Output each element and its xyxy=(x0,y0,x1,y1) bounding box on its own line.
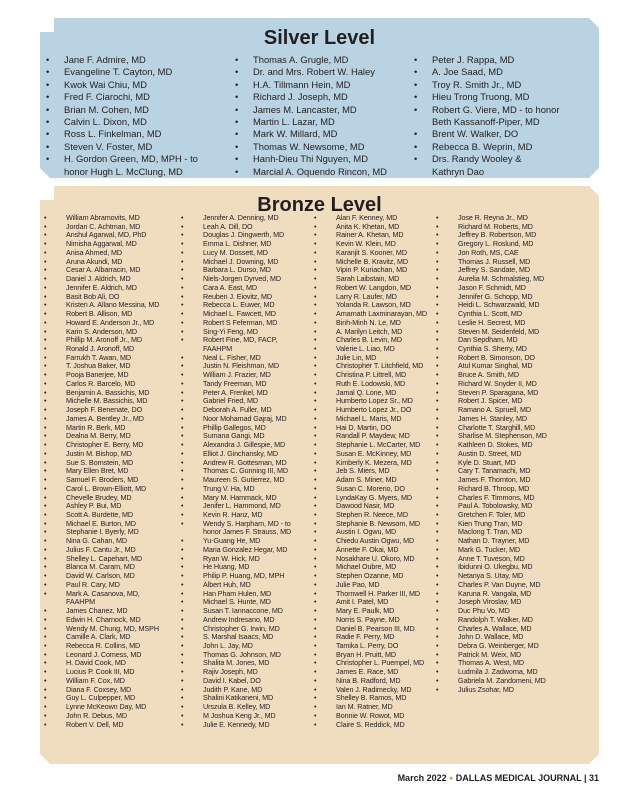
list-item: • James E. Race, MD xyxy=(310,668,427,677)
list-item: • Thomas C. Gunning III, MD xyxy=(177,467,291,476)
list-item: • Patrick M. Weix, MD xyxy=(432,651,547,660)
list-item: • Joseph F. Benenate, DO xyxy=(40,406,159,415)
list-item: • Robert Fine, MD, FACP, xyxy=(177,336,291,345)
bronze-column-2 xyxy=(177,214,291,729)
list-item: Beth Kassanoff-Piper, MD xyxy=(432,116,540,128)
list-item: • Duc Phu Vo, MD xyxy=(432,607,547,616)
list-item: • Ross L. Finkelman, MD xyxy=(44,128,198,140)
bronze-level-panel xyxy=(40,186,599,764)
list-item: • Ramano A. Spruell, MD xyxy=(432,406,547,415)
list-item: • Humberto Lopez Jr., DO xyxy=(310,406,427,415)
list-item: • Ashley P. Bui, MD xyxy=(40,502,159,511)
list-item: • H. Gordon Green, MD, MPH - to xyxy=(44,153,198,165)
list-item: • Susan E. McKinney, MD xyxy=(310,450,427,459)
list-item: • Kristen A. Allano Messina, MD xyxy=(40,301,159,310)
list-item: • Gabriela M. Zandomeni, MD xyxy=(432,677,547,686)
list-item: • Ludmila J. Zadworna, MD xyxy=(432,668,547,677)
list-item: • Robert J. Spicer, MD xyxy=(432,397,547,406)
list-item: • Charles B. Levin, MD xyxy=(310,336,427,345)
list-item: • Amit I. Patel, MD xyxy=(310,598,427,607)
list-item: honor Hugh L. McClung, MD xyxy=(64,165,183,177)
list-item: • Karanjit S. Kooner, MD xyxy=(310,249,427,258)
list-item: • Maria Gonzalez Hegar, MD xyxy=(177,546,291,555)
list-item: • Anita K. Khetan, MD xyxy=(310,223,427,232)
list-item: • Julius Zsohar, MD xyxy=(432,686,547,695)
list-item: • Debra G. Weinberger, MD xyxy=(432,642,547,651)
list-item: • Nimisha Aggarwal, MD xyxy=(40,240,159,249)
list-item: • Hai D. Martin, DO xyxy=(310,424,427,433)
silver-level-title: Silver Level xyxy=(263,27,376,49)
list-item: • Stephen R. Neece, MD xyxy=(310,511,427,520)
list-item: • Mark W. Millard, MD xyxy=(233,128,387,140)
list-item: • Michelle M. Bassichis, MD xyxy=(40,397,159,406)
list-item: • Valerie L. Liao, MD xyxy=(310,345,427,354)
list-item: • Annette F. Okai, MD xyxy=(310,546,427,555)
list-item: • Claire S. Reddick, MD xyxy=(310,721,427,730)
list-item: • Paul R. Cary, MD xyxy=(40,581,159,590)
list-item: • Cynthia L. Scott, MD xyxy=(432,310,547,319)
list-item: • Vipin P. Kuriachan, MD xyxy=(310,266,427,275)
list-item: • David W. Carlson, MD xyxy=(40,572,159,581)
list-item: • Robert W. Langdon, MD xyxy=(310,284,427,293)
list-item: • Robert V. Dell, MD xyxy=(40,721,159,730)
list-item: • Michelle B. Kravitz, MD xyxy=(310,258,427,267)
list-item: • Nosakhare U. Okoro, MD xyxy=(310,555,427,564)
list-item: • Peter J. Rappa, MD xyxy=(412,54,559,66)
list-item: • Robert B. Allison, MD xyxy=(40,310,159,319)
list-item: • Robert B. Simonson, DO xyxy=(432,354,547,363)
list-item: • Netanya S. Utay, MD xyxy=(432,572,547,581)
list-item: • Dealna M. Berry, MD xyxy=(40,432,159,441)
list-item: • Jane F. Admire, MD xyxy=(44,54,198,66)
list-item: • Richard J. Joseph, MD xyxy=(233,91,387,103)
list-item: • Leah A. Dill, DO xyxy=(177,223,291,232)
list-item: • Anshul Agarwal, MD, PhD xyxy=(40,231,159,240)
list-item: • Jeb S. Miers, MD xyxy=(310,467,427,476)
list-item: • Sue S. Bornstein, MD xyxy=(40,459,159,468)
list-item: • Nina B. Radford, MD xyxy=(310,677,427,686)
list-item: • Samuel F. Broders, MD xyxy=(40,476,159,485)
footer-page-number: 31 xyxy=(588,773,599,783)
list-item: • Julie Pao, MD xyxy=(310,581,427,590)
list-item: • Binh-Minh N. Le, MD xyxy=(310,319,427,328)
list-item: • Randolph T. Walker, MD xyxy=(432,616,547,625)
list-item: • Aurelia M. Schmalstieg, MD xyxy=(432,275,547,284)
list-item: • Cary T. Tanamachi, MD xyxy=(432,467,547,476)
list-item: • Rebecca R. Collins, MD xyxy=(40,642,159,651)
list-item: • H.A. Tillmann Hein, MD xyxy=(233,79,387,91)
list-item: • Elliot J. Ginchansky, MD xyxy=(177,450,291,459)
list-item: • Randall P. Maydew, MD xyxy=(310,432,427,441)
silver-column-2 xyxy=(233,54,387,178)
bronze-column-3 xyxy=(310,214,427,729)
list-item: • Trung V. Ha, MD xyxy=(177,485,291,494)
list-item: • Lucy M. Dossett, MD xyxy=(177,249,291,258)
list-item: • Humberto Lopez Sr., MD xyxy=(310,397,427,406)
list-item: • Alexandra J. Gillespie, MD xyxy=(177,441,291,450)
list-item: • Barbara L. Durso, MD xyxy=(177,266,291,275)
list-item: • Dan Sepdham, MD xyxy=(432,336,547,345)
list-item: • Charles A. Wallace, MD xyxy=(432,625,547,634)
list-item: • Sharlise M. Stephenson, MD xyxy=(432,432,547,441)
list-item: • Nina G. Cahan, MD xyxy=(40,537,159,546)
list-item: • Phillip Gallegos, MD xyxy=(177,424,291,433)
list-item: • Stephanie I. Byerly, MD xyxy=(40,528,159,537)
list-item: • Lucius P. Cook III, MD xyxy=(40,668,159,677)
list-item: • Heidi L. Schwarzwald, MD xyxy=(432,301,547,310)
list-item: • Austin I. Ogwu, MD xyxy=(310,528,427,537)
list-item: • Atul Kumar Singhal, MD xyxy=(432,362,547,371)
footer-divider: | xyxy=(583,773,587,783)
list-item: • T. Joshua Baker, MD xyxy=(40,362,159,371)
list-item: • Andrew Indresano, MD xyxy=(177,616,291,625)
corner-notch xyxy=(588,753,600,765)
list-item: FAAHPM xyxy=(66,597,95,607)
list-item: • Mark G. Tucker, MD xyxy=(432,546,547,555)
list-item: • Jordan C. Achtman, MD xyxy=(40,223,159,232)
list-item: • Howard E. Anderson Jr., MD xyxy=(40,319,159,328)
list-item: • Gretchen F. Toler, MD xyxy=(432,511,547,520)
list-item: • Nathan D. Trayner, MD xyxy=(432,537,547,546)
list-item: • Susan T. Iannaccone, MD xyxy=(177,607,291,616)
list-item: • Michael E. Burton, MD xyxy=(40,520,159,529)
list-item: • Drs. Randy Wooley & xyxy=(412,153,559,165)
list-item: • Charles F. Timmons, MD xyxy=(432,494,547,503)
list-item: Kathryn Dao xyxy=(432,165,485,177)
list-item: • Edwin H. Charnock, MD xyxy=(40,616,159,625)
list-item: • David I. Kabel, DO xyxy=(177,677,291,686)
list-item: • Hieu Trong Truong, MD xyxy=(412,91,559,103)
list-item: • Richard B. Throop, MD xyxy=(432,485,547,494)
list-item: • Justin N. Fleishman, MD xyxy=(177,362,291,371)
list-item: • H. David Cook, MD xyxy=(40,659,159,668)
list-item: • Michael S. Hunte, MD xyxy=(177,598,291,607)
list-item: • Rainer A. Khetan, MD xyxy=(310,231,427,240)
list-item: • Evangeline T. Cayton, MD xyxy=(44,66,198,78)
list-item: • Christopher T. Litchfield, MD xyxy=(310,362,427,371)
list-item: • Kwok Wai Chiu, MD xyxy=(44,79,198,91)
list-item: • Urszula B. Kelley, MD xyxy=(177,703,291,712)
list-item: • John R. Debus, MD xyxy=(40,712,159,721)
list-item: • Troy R. Smith Jr., MD xyxy=(412,79,559,91)
list-item: • Ruth E. Lodowski, MD xyxy=(310,380,427,389)
list-item: • Justin M. Bishop, MD xyxy=(40,450,159,459)
list-item: • Wendy S. Harpham, MD - to xyxy=(177,520,291,529)
list-item: • Daniel J. Aldrich, MD xyxy=(40,275,159,284)
list-item: • Thomas J. Russell, MD xyxy=(432,258,547,267)
list-item: • Amarnath Laxminarayan, MD xyxy=(310,310,427,319)
list-item: • M Joshua Keng Jr., MD xyxy=(177,712,291,721)
list-item: • Kevin W. Klein, MD xyxy=(310,240,427,249)
list-item: • Hanh-Dieu Thi Nguyen, MD xyxy=(233,153,387,165)
list-item: • Michael L. Maris, MD xyxy=(310,415,427,424)
list-item: • James M. Lancaster, MD xyxy=(233,104,387,116)
list-item: • Cynthia S. Sherry, MD xyxy=(432,345,547,354)
list-item: • Michael J. Downing, MD xyxy=(177,258,291,267)
list-item: • Charlotte T. Starghill, MD xyxy=(432,424,547,433)
list-item: • Alan F. Kenney, MD xyxy=(310,214,427,223)
list-item: • Deborah A. Fuller, MD xyxy=(177,406,291,415)
silver-column-3 xyxy=(412,54,559,178)
list-item: • Robert G. Viere, MD - to honor xyxy=(412,104,559,116)
list-item: • Julius F. Cantu Jr., MD xyxy=(40,546,159,555)
list-item: • Mary M. Hammack, MD xyxy=(177,494,291,503)
list-item: • Guy L. Culpepper, MD xyxy=(40,694,159,703)
list-item: • Thomas W. Newsome, MD xyxy=(233,141,387,153)
list-item: • Shelley B. Ramos, MD xyxy=(310,694,427,703)
footer-separator: • xyxy=(449,773,453,783)
list-item: • Maclong T. Tran, MD xyxy=(432,528,547,537)
list-item: • William Abramovits, MD xyxy=(40,214,159,223)
list-item: • James H. Stanley, MD xyxy=(432,415,547,424)
list-item: • John L. Jay, MD xyxy=(177,642,291,651)
list-item: • Jennifer A. Denning, MD xyxy=(177,214,291,223)
list-item: • Emma L. Dishner, MD xyxy=(177,240,291,249)
list-item: • Mary E. Paulk, MD xyxy=(310,607,427,616)
list-item: • Lynne McKeown Day, MD xyxy=(40,703,159,712)
list-item: • Mary Ellen Bret, MD xyxy=(40,467,159,476)
list-item: • Steven M. Seidenfeld, MD xyxy=(432,328,547,337)
list-item: • Karuna R. Vangala, MD xyxy=(432,590,547,599)
list-item: • Joseph Viroslav, MD xyxy=(432,598,547,607)
list-item: • Kevin R. Hanz, MD xyxy=(177,511,291,520)
list-item: • Stephanie L. McCarter, MD xyxy=(310,441,427,450)
list-item: • A. Joe Saad, MD xyxy=(412,66,559,78)
list-item: • Basit Bob Ali, DO xyxy=(40,293,159,302)
list-item: • Shelley L. Capehart, MD xyxy=(40,555,159,564)
bronze-level-title: Bronze Level xyxy=(257,194,382,216)
list-item: • LyndaKay G. Myers, MD xyxy=(310,494,427,503)
list-item: • Fred F. Ciarochi, MD xyxy=(44,91,198,103)
list-item: • S. Marshal Isaacs, MD xyxy=(177,633,291,642)
list-item: • Radie F. Perry, MD xyxy=(310,633,427,642)
list-item: • Jon Roth, MS, CAE xyxy=(432,249,547,258)
list-item: • Phillip M. Aronoff Jr., MD xyxy=(40,336,159,345)
list-item: • Chiedu Austin Ogwu, MD xyxy=(310,537,427,546)
list-item: • Jose R. Reyna Jr., MD xyxy=(432,214,547,223)
list-item: • Christopher L. Puempel, MD xyxy=(310,659,427,668)
list-item: • Steven V. Foster, MD xyxy=(44,141,198,153)
list-item: • Thomas G. Johnson, MD xyxy=(177,651,291,660)
list-item: • Stephen Ozanne, MD xyxy=(310,572,427,581)
list-item: • Ronald J. Aronoff, MD xyxy=(40,345,159,354)
list-item: • Blanca M. Caram, MD xyxy=(40,563,159,572)
list-item: • Kyle D. Stuart, MD xyxy=(432,459,547,468)
list-item: • Jeffrey S. Sandate, MD xyxy=(432,266,547,275)
list-item: • John D. Wallace, MD xyxy=(432,633,547,642)
list-item: • Cesar A. Albarracin, MD xyxy=(40,266,159,275)
list-item: • Maureen S. Gutierrez, MD xyxy=(177,476,291,485)
list-item: • Michael Oubre, MD xyxy=(310,563,427,572)
list-item: • Albert Huh, MD xyxy=(177,581,291,590)
list-item: • Shalini Katikaneni, MD xyxy=(177,694,291,703)
list-item: • Wendy M. Chung, MD, MSPH xyxy=(40,625,159,634)
list-item: • Sarah Laibstain, MD xyxy=(310,275,427,284)
list-item: • Michael L. Fawcett, MD xyxy=(177,310,291,319)
list-item: • Steven P. Sparagana, MD xyxy=(432,389,547,398)
list-item: • Sumana Gangi, MD xyxy=(177,432,291,441)
list-item: • Kathleen D. Stokes, MD xyxy=(432,441,547,450)
list-item: • Jenifer L. Hammond, MD xyxy=(177,502,291,511)
list-item: • Rajiv Joseph, MD xyxy=(177,668,291,677)
list-item: • Jason F. Schmidt, MD xyxy=(432,284,547,293)
list-item: • Leslie H. Secrest, MD xyxy=(432,319,547,328)
list-item: • Benjamin A. Bassichis, MD xyxy=(40,389,159,398)
list-item: • Christopher G. Irwin, MD xyxy=(177,625,291,634)
list-item: • Diana F. Coxsey, MD xyxy=(40,686,159,695)
list-item: • Ryan W. Hick, MD xyxy=(177,555,291,564)
list-item: • Stephanie B. Newsom, MD xyxy=(310,520,427,529)
corner-notch xyxy=(588,167,600,179)
list-item: • Anisa Ahmed, MD xyxy=(40,249,159,258)
list-item: • Valen J. Radimecky, MD xyxy=(310,686,427,695)
list-item: • Farrukh T. Awan, MD xyxy=(40,354,159,363)
list-item: • Carol L. Brown-Elliott, MD xyxy=(40,485,159,494)
footer-date: March 2022 xyxy=(397,773,447,783)
footer-journal-name: DALLAS MEDICAL JOURNAL xyxy=(455,773,582,783)
list-item: • Paul A. Tobolowsky, MD xyxy=(432,502,547,511)
list-item: • Thomas A. West, MD xyxy=(432,659,547,668)
list-item: • Neal L. Fisher, MD xyxy=(177,354,291,363)
list-item: • Gregory L. Roslund, MD xyxy=(432,240,547,249)
list-item: • Dawood Nasir, MD xyxy=(310,502,427,511)
list-item: • Jennifer E. Aldrich, MD xyxy=(40,284,159,293)
corner-notch xyxy=(39,753,51,765)
list-item: • Bryan H. Pruitt, MD xyxy=(310,651,427,660)
corner-notch xyxy=(39,185,51,197)
bronze-column-1 xyxy=(40,214,159,729)
list-item: • Charles P. Van Duyne, MD xyxy=(432,581,547,590)
list-item: • Tamika L. Perry, DO xyxy=(310,642,427,651)
list-item: • Richard M. Roberts, MD xyxy=(432,223,547,232)
list-item: • Scott A. Burdette, MD xyxy=(40,511,159,520)
list-item: • Jeffrey B. Robertson, MD xyxy=(432,231,547,240)
list-item: • Jamal Q. Lone, MD xyxy=(310,389,427,398)
list-item: • Peter A. Frenkel, MD xyxy=(177,389,291,398)
list-item: • Brian M. Cohen, MD xyxy=(44,104,198,116)
list-item: • Aruna Akundi, MD xyxy=(40,258,159,267)
list-item: • Reuben J. Eiovitz, MD xyxy=(177,293,291,302)
list-item: FAAHPM xyxy=(203,344,232,354)
list-item: • Cara A. East, MD xyxy=(177,284,291,293)
list-item: • James Chanez, MD xyxy=(40,607,159,616)
list-item: • William J. Frazier, MD xyxy=(177,371,291,380)
list-item: • Yolanda R. Lawson, MD xyxy=(310,301,427,310)
list-item: • James F. Thornton, MD xyxy=(432,476,547,485)
list-item: • Sing-Yi Feng, MD xyxy=(177,328,291,337)
list-item: • Norris S. Payne, MD xyxy=(310,616,427,625)
list-item: • Karin S. Anderson, MD xyxy=(40,328,159,337)
list-item: • Christopher E. Berry, MD xyxy=(40,441,159,450)
list-item: • Leonard J. Comess, MD xyxy=(40,651,159,660)
list-item: • Kimberly K. Mezera, MD xyxy=(310,459,427,468)
list-item: • Christina P. Littrell, MD xyxy=(310,371,427,380)
list-item: • Gabriel Fried, MD xyxy=(177,397,291,406)
list-item: • Bonnie W. Rowot, MD xyxy=(310,712,427,721)
list-item: • Martin L. Lazar, MD xyxy=(233,116,387,128)
list-item: • Judith P. Kane, MD xyxy=(177,686,291,695)
list-item: • Marcial A. Oquendo Rincon, MD xyxy=(233,166,387,178)
list-item: • Richard W. Snyder II, MD xyxy=(432,380,547,389)
bronze-column-4 xyxy=(432,214,547,694)
list-item: • Thomas A. Grugle, MD xyxy=(233,54,387,66)
list-item: • Yu-Guang He, MD xyxy=(177,537,291,546)
list-item: • Thornwell H. Parker III, MD xyxy=(310,590,427,599)
list-item: • Rebecca L. Euwer, MD xyxy=(177,301,291,310)
list-item: • Robert S Feferman, MD xyxy=(177,319,291,328)
list-item: • Martin R. Berk, MD xyxy=(40,424,159,433)
silver-level-panel xyxy=(40,18,599,178)
list-item: • Adam S. Miner, MD xyxy=(310,476,427,485)
list-item: • Niels-Jorgen Dyrved, MD xyxy=(177,275,291,284)
list-item: • Dr. and Mrs. Robert W. Haley xyxy=(233,66,387,78)
list-item: • Anne T. Tuveson, MD xyxy=(432,555,547,564)
list-item: • Carlos R. Barcelo, MD xyxy=(40,380,159,389)
list-item: • Jennifer G. Schopp, MD xyxy=(432,293,547,302)
silver-column-1 xyxy=(44,54,198,178)
list-item: • Ian M. Ratner, MD xyxy=(310,703,427,712)
list-item: • Tandy Freeman, MD xyxy=(177,380,291,389)
list-item: • Chevelle Brudey, MD xyxy=(40,494,159,503)
list-item: • Douglas J. Dingwerth, MD xyxy=(177,231,291,240)
list-item: • Noor Mohamad Gajraj, MD xyxy=(177,415,291,424)
list-item: • Daniel B. Pearson III, MD xyxy=(310,625,427,634)
list-item: • Julie E. Kennedy, MD xyxy=(177,721,291,730)
list-item: • Philip P. Huang, MD, MPH xyxy=(177,572,291,581)
list-item: • Larry R. Laufer, MD xyxy=(310,293,427,302)
list-item: • Calvin L. Dixon, MD xyxy=(44,116,198,128)
list-item: • Shalita M. Jones, MD xyxy=(177,659,291,668)
corner-notch xyxy=(39,17,51,29)
list-item: • Andrew R. Gottesman, MD xyxy=(177,459,291,468)
list-item: • He Huang, MD xyxy=(177,563,291,572)
list-item: • Austin D. Street, MD xyxy=(432,450,547,459)
list-item: • Pooja Banerjee, MD xyxy=(40,371,159,380)
list-item: honor James F. Strauss, MD xyxy=(203,527,292,537)
list-item: • Bruce A. Smith, MD xyxy=(432,371,547,380)
list-item: • A. Marilyn Leitch, MD xyxy=(310,328,427,337)
list-item: • Han Pham Hulen, MD xyxy=(177,590,291,599)
list-item: • Rebecca B. Weprin, MD xyxy=(412,141,559,153)
list-item: • William F. Cox, MD xyxy=(40,677,159,686)
list-item: • Ibidunni O. Ukegbu, MD xyxy=(432,563,547,572)
list-item: • James A. Bentley Jr., MD xyxy=(40,415,159,424)
list-item: • Mark A. Casanova, MD, xyxy=(40,590,159,599)
list-item: • Susan C. Moreno, DO xyxy=(310,485,427,494)
list-item: • Kien Trung Tran, MD xyxy=(432,520,547,529)
list-item: • Camille A. Clark, MD xyxy=(40,633,159,642)
list-item: • Brent W. Walker, DO xyxy=(412,128,559,140)
list-item: • Julie Lin, MD xyxy=(310,354,427,363)
page-footer xyxy=(398,773,599,783)
